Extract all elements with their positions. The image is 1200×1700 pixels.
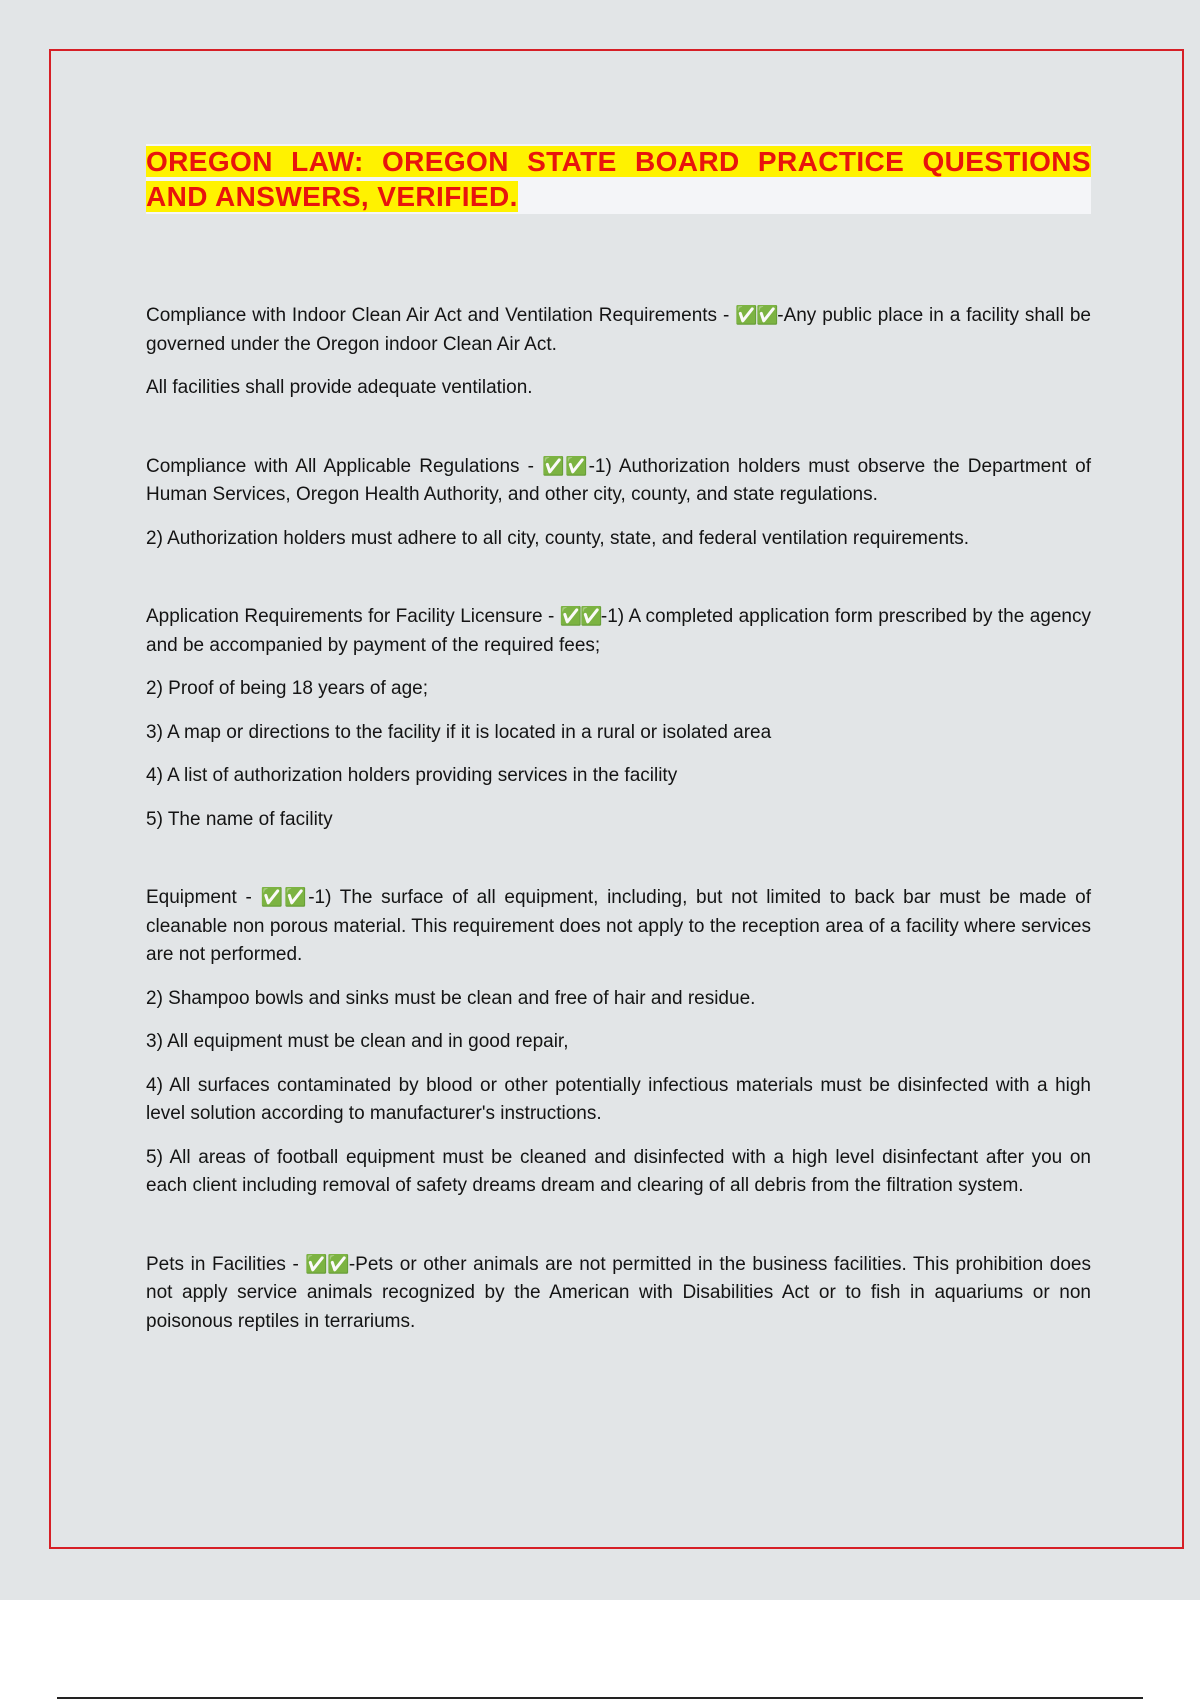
question-text: Pets in Facilities <box>146 1253 286 1275</box>
question-text: Compliance with Indoor Clean Air Act and Ventilation Requirements <box>146 305 718 326</box>
check-mark-icon: ✅✅ <box>559 606 601 627</box>
answer-text: 1) A completed application form prescribed by the agency and be accompanied by payment of the required fees; <box>146 606 1091 656</box>
document-body <box>146 144 1091 1386</box>
answer-line: 3) A map or directions to the facility if it is located in a rural or isolated area <box>146 721 772 743</box>
qa-first-paragraph: Compliance with Indoor Clean Air Act and Ventilation Requirements - ✅✅-Any public place in a facility shall be governed under the Oregon indoor Clean Air Act. <box>146 305 1091 355</box>
answer-line: 2) Shampoo bowls and sinks must be clean and free of hair and residue. <box>146 987 756 1009</box>
answer-text: 1) Authorization holders must observe the Department of Human Services, Oregon Health Authority, and other city, county, and state regulations. <box>146 455 1092 505</box>
check-mark-icon: ✅✅ <box>305 1253 349 1275</box>
qa-item <box>146 1251 1091 1337</box>
answer-line: 4) All surfaces contaminated by blood or other potentially infectious materials must be disinfected with a high level solution according to manufacturer's instructions. <box>146 1074 1091 1124</box>
title-block <box>146 144 1091 214</box>
qa-item <box>146 603 1091 834</box>
answer-line: 5) All areas of football equipment must be cleaned and disinfected with a high level disinfectant after you on each client including removal of safety dreams dream and clearing of all debris from the filtration system. <box>146 1146 1091 1196</box>
qa-first-paragraph: Compliance with All Applicable Regulations - ✅✅-1) Authorization holders must observe the Department of Human Services, Oregon Health Authority, and other city, county, and state regulations. <box>146 455 1092 505</box>
qa-first-paragraph: Application Requirements for Facility Licensure - ✅✅-1) A completed application form prescribed by the agency and be accompanied by payment of the required fees; <box>146 606 1091 656</box>
title-highlight: OREGON LAW: OREGON STATE BOARD PRACTICE QUESTIONS AND ANSWERS, VERIFIED. <box>146 146 1091 212</box>
answer-text: Any public place in a facility shall be governed under the Oregon indoor Clean Air Act. <box>146 305 1091 355</box>
question-text: Compliance with All Applicable Regulations <box>146 455 520 477</box>
answer-line: 4) A list of authorization holders providing services in the facility <box>146 765 678 786</box>
check-mark-icon: ✅✅ <box>735 305 778 326</box>
check-mark-icon: ✅✅ <box>260 887 309 908</box>
qa-item <box>146 884 1091 1201</box>
answer-text: Pets or other animals are not permitted in the business facilities. This prohibition does not apply service animals recognized by the American with Disabilities Act or to fish in aquariums or non poisonous reptiles in terrariums. <box>146 1253 1091 1332</box>
document-title <box>146 144 1091 214</box>
question-text: Equipment <box>146 887 237 908</box>
footer-rule <box>57 1697 1143 1699</box>
answer-line: 3) All equipment must be clean and in good repair, <box>146 1031 569 1052</box>
question-text: Application Requirements for Facility Licensure <box>146 606 543 627</box>
answer-text: 1) The surface of all equipment, including, but not limited to back bar must be made of cleanable non porous material. This requirement does not apply to the reception area of a facility where services are not performed. <box>146 887 1092 965</box>
qa-item <box>146 302 1091 403</box>
answer-line: 2) Proof of being 18 years of age; <box>146 678 429 699</box>
check-mark-icon: ✅✅ <box>542 455 589 477</box>
answer-line: 5) The name of facility <box>146 808 333 830</box>
qa-first-paragraph: Pets in Facilities - ✅✅-Pets or other animals are not permitted in the business facilities. This prohibition does not apply service animals recognized by the American with Disabilities Act or to fish in aquariums or non poisonous reptiles in terrariums. <box>146 1253 1091 1332</box>
answer-line: All facilities shall provide adequate ventilation. <box>146 377 533 398</box>
qa-first-paragraph: Equipment - ✅✅-1) The surface of all equipment, including, but not limited to back bar must be made of cleanable non porous material. This requirement does not apply to the reception area of a facility where services are not performed. <box>146 887 1092 965</box>
answer-line: 2) Authorization holders must adhere to all city, county, state, and federal ventilation requirements. <box>146 527 970 549</box>
qa-item <box>146 453 1091 554</box>
